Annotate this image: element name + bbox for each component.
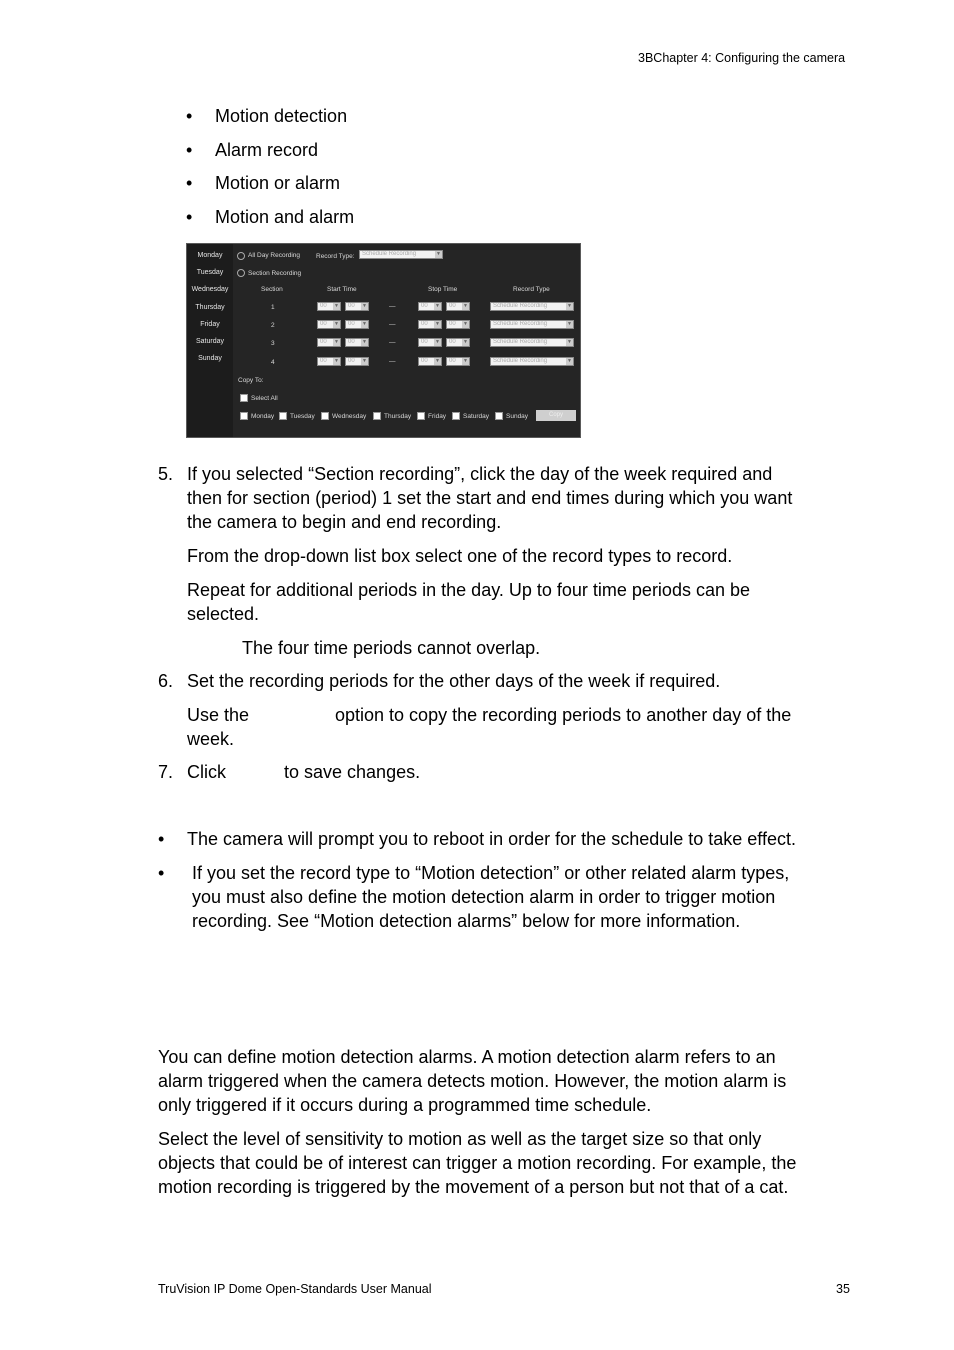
row-record-type-select[interactable]: Schedule Recording ▼ [490, 302, 574, 311]
start-minute-select[interactable]: 00 ▼ [345, 320, 369, 329]
dash: — [389, 303, 396, 310]
stop-hour-select[interactable]: 00 ▼ [418, 302, 442, 311]
dash: — [389, 358, 396, 365]
day-saturday[interactable]: Saturday [195, 338, 225, 345]
copy-thursday-checkbox[interactable] [373, 412, 381, 420]
start-hour-select[interactable]: 00 ▼ [317, 302, 341, 311]
day-tuesday[interactable]: Tuesday [196, 269, 224, 276]
start-minute-select[interactable]: 00 ▼ [345, 357, 369, 366]
chevron-down-icon: ▼ [463, 358, 468, 364]
dash: — [389, 321, 396, 328]
copy-button[interactable]: Copy [536, 410, 576, 421]
copy-day-label: Thursday [384, 413, 412, 420]
stop-minute-select[interactable]: 00 ▼ [446, 338, 470, 347]
copy-friday-checkbox[interactable] [417, 412, 425, 420]
col-record-type: Record Type [513, 286, 550, 293]
start-minute-select[interactable]: 00 ▼ [345, 338, 369, 347]
stop-minute-select[interactable]: 00 ▼ [446, 357, 470, 366]
dash: — [389, 339, 396, 346]
chevron-down-icon: ▼ [463, 339, 468, 345]
day-friday[interactable]: Friday [200, 321, 220, 328]
start-hour-select[interactable]: 00 ▼ [317, 320, 341, 329]
day-list [187, 244, 233, 437]
step-5-line: then for section (period) 1 set the start and end times during which you want [187, 488, 793, 508]
step-5-line: If you selected “Section recording”, click the day of the week required and [187, 464, 773, 484]
paragraph-line: motion recording is triggered by the movement of a person but not that of a cat. [158, 1177, 789, 1197]
day-wednesday[interactable]: Wednesday [191, 286, 229, 293]
step-5-para-line: selected. [187, 604, 260, 624]
chevron-down-icon: ▼ [334, 358, 339, 364]
step-5-para-line: Repeat for additional periods in the day. Up to four time periods can be [187, 580, 751, 600]
step-5-para: From the drop-down list box select one of the record types to record. [187, 546, 733, 566]
copy-day-label: Wednesday [332, 413, 367, 420]
step-7-end: to save changes. [284, 762, 421, 782]
stop-hour-select[interactable]: 00 ▼ [418, 320, 442, 329]
select-all-label: Select All [251, 395, 278, 402]
chevron-down-icon: ▼ [362, 358, 367, 364]
day-monday[interactable]: Monday [197, 252, 223, 259]
copy-monday-checkbox[interactable] [240, 412, 248, 420]
bullet-mark: • [158, 829, 165, 849]
record-type-select[interactable]: Schedule Recording ▼ [359, 250, 443, 259]
copy-sunday-checkbox[interactable] [495, 412, 503, 420]
col-stop-time: Stop Time [428, 286, 458, 293]
row-record-type-select[interactable]: Schedule Recording ▼ [490, 357, 574, 366]
paragraph-line: Select the level of sensitivity to motion as well as the target size so that only [158, 1129, 762, 1149]
paragraph-line: alarm triggered when the camera detects motion. However, the motion alarm is [158, 1071, 787, 1091]
chevron-down-icon: ▼ [463, 303, 468, 309]
chevron-down-icon: ▼ [362, 339, 367, 345]
chevron-down-icon: ▼ [334, 339, 339, 345]
start-minute-select[interactable]: 00 ▼ [345, 302, 369, 311]
page-number: 35 [836, 1282, 850, 1296]
note-item-line: If you set the record type to “Motion detection” or other related alarm types, [192, 863, 790, 883]
chevron-down-icon: ▼ [362, 303, 367, 309]
section-recording-label: Section Recording [248, 270, 302, 277]
chevron-down-icon: ▼ [334, 303, 339, 309]
row-record-type-select[interactable]: Schedule Recording ▼ [490, 338, 574, 347]
copy-day-label: Saturday [463, 413, 490, 420]
bullet-mark: • [186, 207, 193, 227]
stop-hour-select[interactable]: 00 ▼ [418, 338, 442, 347]
bullet-mark: • [186, 173, 193, 193]
paragraph-line: objects that could be of interest can trigger a motion recording. For example, the [158, 1153, 797, 1173]
section-recording-radio[interactable] [237, 269, 245, 277]
copy-saturday-checkbox[interactable] [452, 412, 460, 420]
copy-day-label: Sunday [506, 413, 529, 420]
start-hour-select[interactable]: 00 ▼ [317, 338, 341, 347]
running-header: 3BChapter 4: Configuring the camera [638, 51, 846, 65]
section-number: 2 [271, 322, 275, 329]
note-item: The camera will prompt you to reboot in order for the schedule to take effect. [187, 829, 796, 849]
chevron-down-icon: ▼ [567, 321, 572, 327]
step-6-para-tail: week. [187, 729, 235, 749]
day-sunday[interactable]: Sunday [198, 355, 222, 362]
stop-minute-select[interactable]: 00 ▼ [446, 320, 470, 329]
chevron-down-icon: ▼ [567, 358, 572, 364]
step-7-number: 7. [158, 762, 174, 782]
col-section: Section [261, 286, 283, 293]
step-6-para-start: Use the [187, 705, 250, 725]
stop-minute-select[interactable]: 00 ▼ [446, 302, 470, 311]
note-item-line: you must also define the motion detection alarm in order to trigger motion [192, 887, 776, 907]
start-hour-select[interactable]: 00 ▼ [317, 357, 341, 366]
all-day-radio[interactable] [237, 252, 245, 260]
record-type-label: Record Type: [316, 253, 355, 260]
paragraph-line: You can define motion detection alarms. A motion detection alarm refers to an [158, 1047, 776, 1067]
chevron-down-icon: ▼ [567, 303, 572, 309]
day-thursday[interactable]: Thursday [195, 304, 225, 311]
copy-tuesday-checkbox[interactable] [279, 412, 287, 420]
chevron-down-icon: ▼ [334, 321, 339, 327]
section-number: 1 [271, 304, 275, 311]
chevron-down-icon: ▼ [435, 358, 440, 364]
chevron-down-icon: ▼ [435, 339, 440, 345]
copy-day-label: Tuesday [290, 413, 315, 420]
list-item: Motion and alarm [215, 207, 355, 227]
col-start-time: Start Time [327, 286, 357, 293]
step-7-start: Click [187, 762, 226, 782]
bullet-mark: • [186, 140, 193, 160]
step-6-para-end: option to copy the recording periods to another day of the [335, 705, 792, 725]
copy-wednesday-checkbox[interactable] [321, 412, 329, 420]
chevron-down-icon: ▼ [435, 321, 440, 327]
chevron-down-icon: ▼ [435, 303, 440, 309]
all-day-label: All Day Recording [248, 252, 301, 259]
step-5-number: 5. [158, 464, 174, 484]
note-item-line: recording. See “Motion detection alarms” below for more information. [192, 911, 741, 931]
stop-hour-select[interactable]: 00 ▼ [418, 357, 442, 366]
section-number: 3 [271, 340, 275, 347]
paragraph-line: only triggered if it occurs during a programmed time schedule. [158, 1095, 652, 1115]
schedule-screenshot [186, 243, 581, 438]
copy-to-label: Copy To: [238, 377, 264, 384]
chevron-down-icon: ▼ [436, 251, 441, 257]
step-6-text: Set the recording periods for the other days of the week if required. [187, 671, 721, 691]
chevron-down-icon: ▼ [463, 321, 468, 327]
row-record-type-select[interactable]: Schedule Recording ▼ [490, 320, 574, 329]
copy-day-label: Monday [251, 413, 275, 420]
bullet-mark: • [186, 106, 193, 126]
list-item: Motion or alarm [215, 173, 341, 193]
step-6-number: 6. [158, 671, 174, 691]
bullet-mark: • [158, 863, 165, 883]
section-number: 4 [271, 359, 275, 366]
select-all-checkbox[interactable] [240, 394, 248, 402]
list-item: Alarm record [215, 140, 319, 160]
copy-day-label: Friday [428, 413, 447, 420]
chevron-down-icon: ▼ [362, 321, 367, 327]
note-text: The four time periods cannot overlap. [242, 638, 541, 658]
list-item: Motion detection [215, 106, 348, 126]
chevron-down-icon: ▼ [567, 339, 572, 345]
footer-title: TruVision IP Dome Open-Standards User Manual [158, 1282, 432, 1296]
step-5-line: the camera to begin and end recording. [187, 512, 502, 532]
